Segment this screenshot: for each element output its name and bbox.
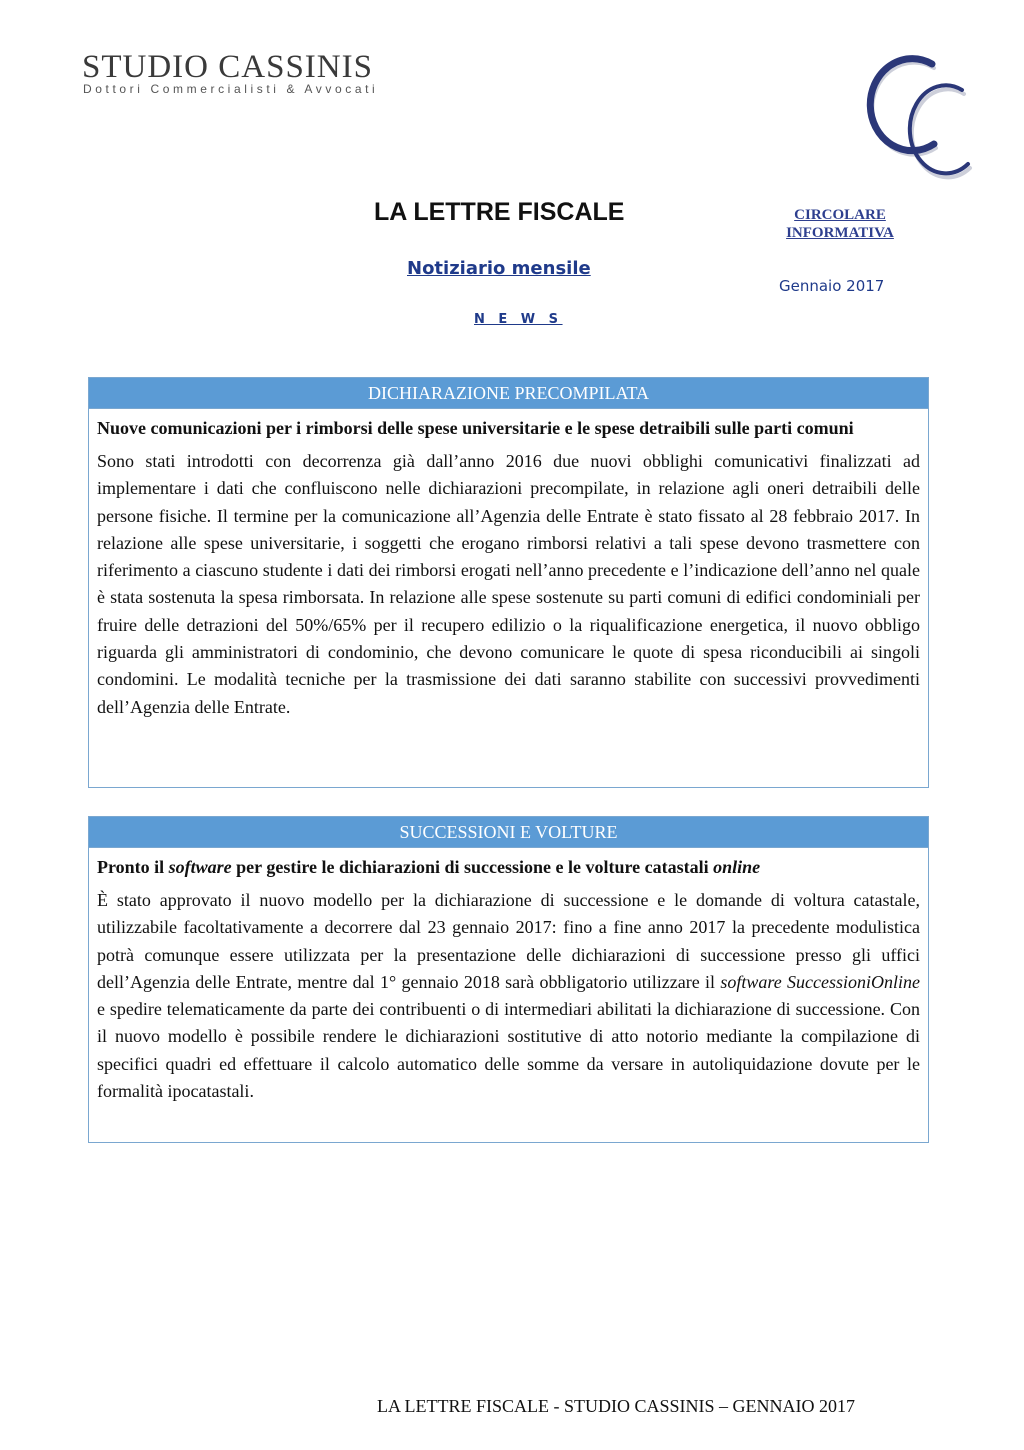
title-part: Pronto il xyxy=(97,857,169,877)
text-italic-software: software SuccessioniOnline xyxy=(720,971,921,992)
text-part: e spedire telematicamente da parte dei contribuenti o di intermediari abilitati la dichiarazione di successione. Con il nuovo modello è possibile rendere le dichiarazioni sostitutive di atto notorio mediante la compilazione di specifici quadri ed effettuare il calcolo automatico delle somme da versare in autoliquidazione dovute per le formalità ipocatastali. xyxy=(97,999,920,1102)
issue-date: Gennaio 2017 xyxy=(779,277,885,295)
cc-monogram-logo xyxy=(860,42,984,180)
news-link[interactable]: N E W S xyxy=(474,312,563,327)
page-footer: LA LETTRE FISCALE - STUDIO CASSINIS – GENNAIO 2017 xyxy=(377,1396,855,1416)
section-title: Nuove comunicazioni per i rimborsi delle spese universitarie e le spese detraibili sulle parti comuni xyxy=(97,418,854,438)
title-italic-software: software xyxy=(168,857,232,877)
section-dichiarazione-precompilata xyxy=(88,377,929,788)
section-text: Sono stati introdotti con decorrenza già dall’anno 2016 due nuovi obblighi comunicativi finalizzati ad implementare i dati che confluiscono nelle dichiarazioni precompilate, in relazione agli oneri detraibili delle persone fisiche. Il termine per la comunicazione all’Agenzia delle Entrate è stato fissato al 28 febbraio 2017. In relazione alle spese universitarie, i soggetti che erogano rimborsi relativi a tali spese devono trasmettere con riferimento a ciascuno studente i dati dei rimborsi erogati nell’anno precedente e l’indicazione dell’anno nel quale è stata sostenuta la spesa rimborsata. In relazione alle spese sostenute su parti comuni di edifici condominiali per fruire delle detrazioni del 50%/65% per il recupero edilizio o la riqualificazione energetica, il nuovo obbligo riguarda gli amministratori di condominio, che devono comunicare le quote di spesa riconducibili ai singoli condomini. Le modalità tecniche per la trasmissione dei dati saranno stabilite con successivi provvedimenti dell’Agenzia delle Entrate. xyxy=(97,451,920,717)
text-part: È stato approvato il nuovo modello per la dichiarazione di successione e le domande di voltura catastale, utilizzabile facoltativamente a decorrere dal 23 gennaio 2017: fino a fine anno 2017 la precedente modulistica potrà comunque essere utilizzata per la presentazione delle dichiarazioni di successione presso gli uffici dell’Agenzia delle Entrate, mentre dal 1° gennaio 2018 sarà obbligatorio utilizzare il xyxy=(97,890,920,992)
section-text xyxy=(97,887,920,1105)
subtitle-link[interactable]: Notiziario mensile xyxy=(407,258,591,279)
brand-subtitle: Dottori Commercialisti & Avvocati xyxy=(83,82,379,96)
circolare-informativa-link[interactable] xyxy=(770,206,910,242)
brand-name: STUDIO CASSINIS xyxy=(82,49,373,85)
title-italic-online: online xyxy=(713,857,761,877)
newsletter-title: LA LETTRE FISCALE xyxy=(374,198,625,226)
circolare-line-2: INFORMATIVA xyxy=(786,225,894,241)
section-title xyxy=(97,854,920,881)
circolare-line-1: CIRCOLARE xyxy=(794,207,886,223)
title-part: per gestire le dichiarazioni di successione e le volture catastali xyxy=(231,857,714,877)
section-successioni-e-volture xyxy=(88,816,929,1143)
section-heading: SUCCESSIONI E VOLTURE xyxy=(89,817,928,848)
section-heading: DICHIARAZIONE PRECOMPILATA xyxy=(89,378,928,409)
